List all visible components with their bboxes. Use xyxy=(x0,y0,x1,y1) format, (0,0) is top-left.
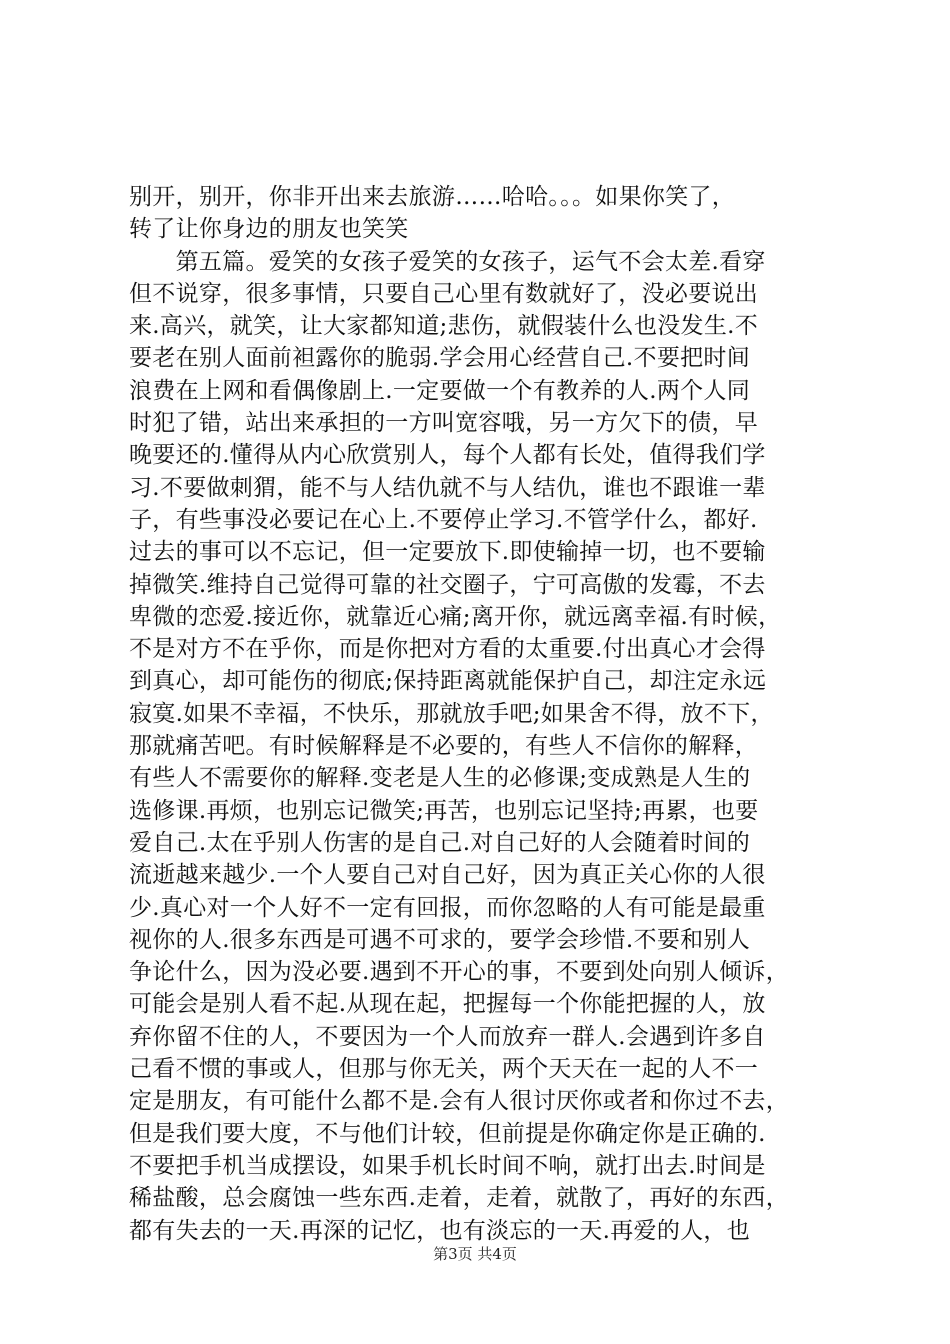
text-line: 不要把手机当成摆设，如果手机长时间不响，就打出去.时间是 xyxy=(129,1152,766,1179)
text-line: 来.高兴，就笑，让大家都知道;悲伤，就假装什么也没发生.不 xyxy=(129,313,759,340)
text-line: 有些人不需要你的解释.变老是人生的必修课;变成熟是人生的 xyxy=(129,765,751,792)
text-line: 定是朋友，有可能什么都不是.会有人很讨厌你或者和你过不去， xyxy=(129,1088,790,1115)
text-line: 卑微的恋爱.接近你，就靠近心痛;离开你，就远离幸福.有时候， xyxy=(129,603,782,630)
text-line: 己看不惯的事或人，但那与你无关，两个天天在一起的人不一 xyxy=(129,1056,759,1083)
text-line: 但是我们要大度，不与他们计较，但前提是你确定你是正确的. xyxy=(129,1120,766,1147)
text-line: 寂寞.如果不幸福，不快乐，那就放手吧;如果舍不得，放不下， xyxy=(129,700,774,727)
text-line: 晚要还的.懂得从内心欣赏别人，每个人都有长处，值得我们学 xyxy=(129,442,766,469)
text-line: 过去的事可以不忘记，但一定要放下.即使输掉一切，也不要输 xyxy=(129,539,766,566)
text-line: 但不说穿，很多事情，只要自己心里有数就好了，没必要说出 xyxy=(129,280,759,307)
text-line: 选修课.再烦，也别忘记微笑;再苦，也别忘记坚持;再累，也要 xyxy=(129,797,759,824)
body-text xyxy=(129,181,829,1247)
text-line: 浪费在上网和看偶像剧上.一定要做一个有教养的人.两个人同 xyxy=(129,377,751,404)
text-line: 第五篇。爱笑的女孩子爱笑的女孩子，运气不会太差.看穿 xyxy=(129,248,766,275)
text-line: 都有失去的一天.再深的记忆，也有淡忘的一天.再爱的人，也 xyxy=(129,1217,751,1244)
text-line: 时犯了错，站出来承担的一方叫宽容哦，另一方欠下的债，早 xyxy=(129,410,759,437)
text-line: 弃你留不住的人，不要因为一个人而放弃一群人.会遇到许多自 xyxy=(129,1023,766,1050)
page-footer: 第3页 共4页 xyxy=(433,1245,517,1263)
text-line: 掉微笑.维持自己觉得可靠的社交圈子，宁可高傲的发霉，不去 xyxy=(129,571,766,598)
text-line: 转了让你身边的朋友也笑笑 xyxy=(129,216,409,243)
text-line: 到真心，却可能伤的彻底;保持距离就能保护自己，却注定永远 xyxy=(129,668,767,695)
text-line: 流逝越来越少.一个人要自己对自己好，因为真正关心你的人很 xyxy=(129,862,766,889)
text-line: 不是对方不在乎你，而是你把对方看的太重要.付出真心才会得 xyxy=(129,636,766,663)
text-line: 可能会是别人看不起.从现在起，把握每一个你能把握的人，放 xyxy=(129,991,766,1018)
text-line: 争论什么，因为没必要.遇到不开心的事，不要到处向别人倾诉， xyxy=(129,959,790,986)
text-line: 爱自己.太在乎别人伤害的是自己.对自己好的人会随着时间的 xyxy=(129,829,751,856)
text-line: 视你的人.很多东西是可遇不可求的，要学会珍惜.不要和别人 xyxy=(129,926,751,953)
text-line: 子，有些事没必要记在心上.不要停止学习.不管学什么，都好. xyxy=(129,506,758,533)
text-line: 少.真心对一个人好不一定有回报，而你忽略的人有可能是最重 xyxy=(129,894,766,921)
text-line: 习.不要做刺猬，能不与人结仇就不与人结仇，谁也不跟谁一辈 xyxy=(129,474,766,501)
text-line: 要老在别人面前袒露你的脆弱.学会用心经营自己.不要把时间 xyxy=(129,345,751,372)
text-line: 那就痛苦吧。有时候解释是不必要的，有些人不信你的解释， xyxy=(129,733,759,760)
text-line: 别开，别开，你非开出来去旅游……哈哈。。。如果你笑了， xyxy=(129,184,736,210)
text-line: 稀盐酸，总会腐蚀一些东西.走着，走着，就散了，再好的东西， xyxy=(129,1185,790,1212)
